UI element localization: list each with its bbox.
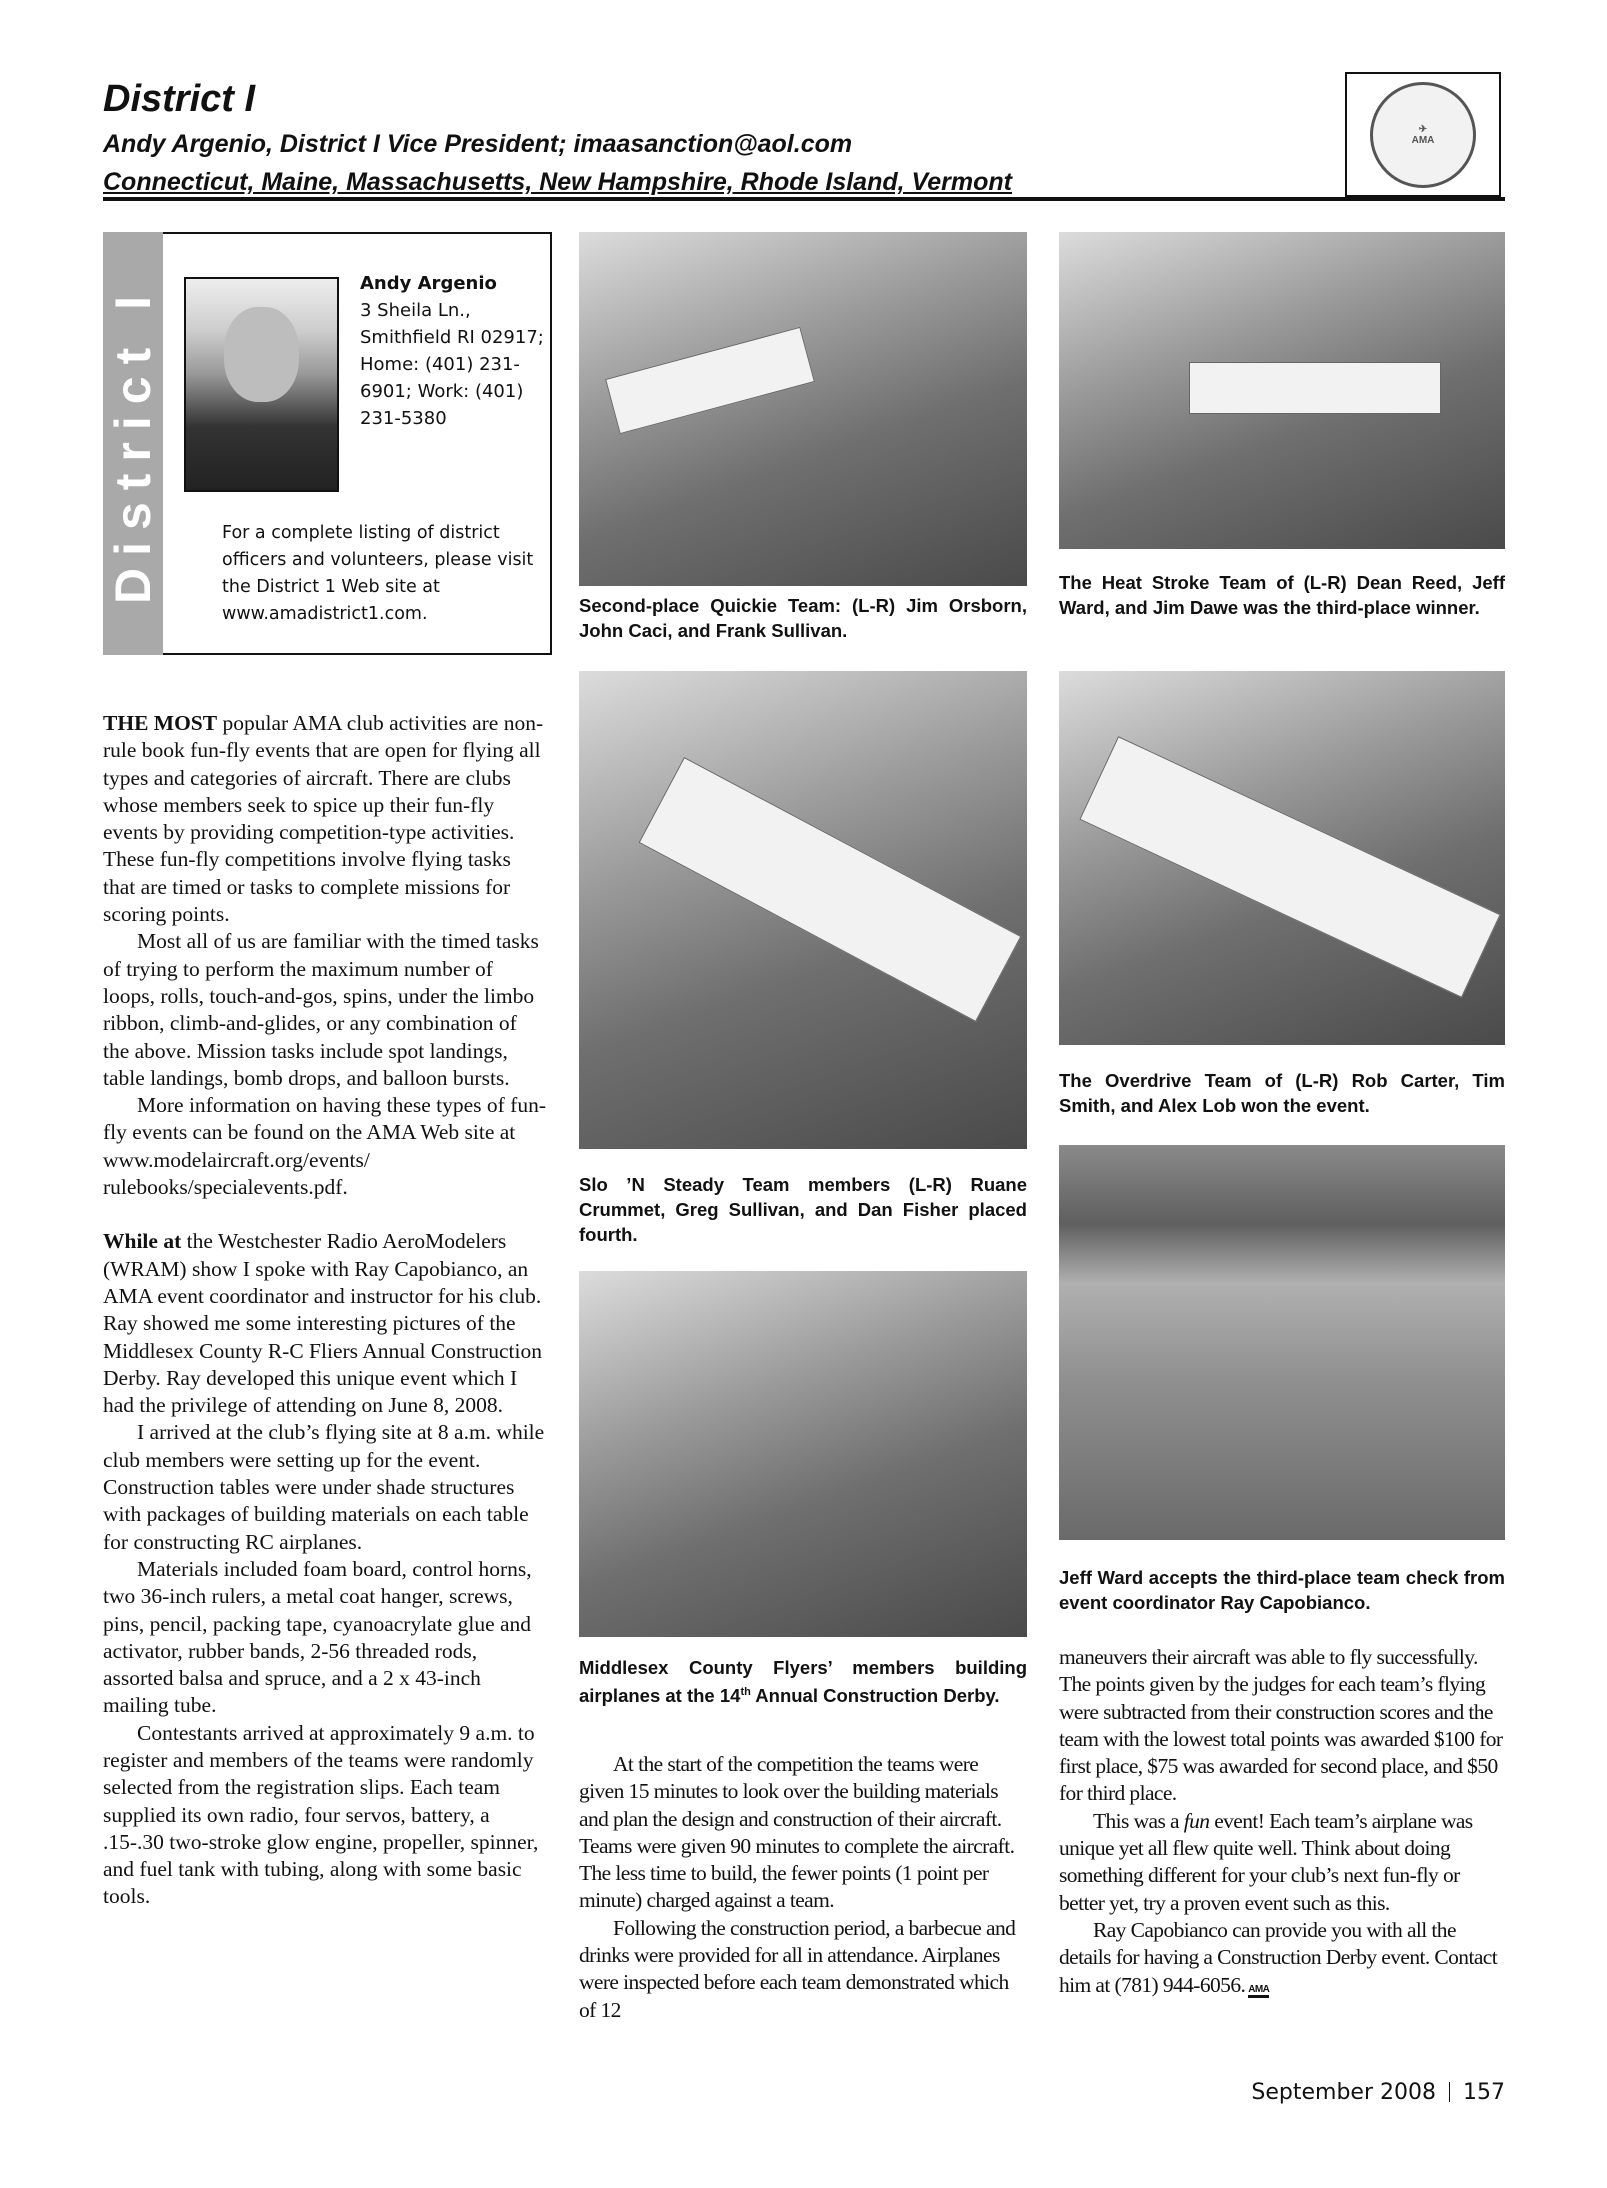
ama-district-logo <box>1345 72 1501 197</box>
photo-quickie-team <box>579 232 1027 586</box>
photo-slo-n-steady-team <box>579 671 1027 1149</box>
paragraph: maneuvers their aircraft was able to fly successfully. The points given by the judges for each team’s flying were subtracted from their construction scores and the team with the lowest total points was awarded $100 for first place, $75 was awarded for second place, and $50 for third place. <box>1059 1645 1503 1806</box>
article-column-3 <box>1059 1644 1507 2003</box>
lead-in: While at <box>103 1229 182 1254</box>
caption-overdrive-team: The Overdrive Team of (L-R) Rob Carter, Tim Smith, and Alex Lob won the event. <box>1059 1070 1505 1116</box>
lead-in: THE MOST <box>103 711 218 735</box>
ama-seal-icon: ✈ AMA <box>1370 82 1476 188</box>
caption-text: Middlesex County Flyers’ members building airplanes at the 14 <box>579 1657 1027 1707</box>
caption-quickie-team: Second-place Quickie Team: (L-R) Jim Orsborn, John Caci, and Frank Sullivan. <box>579 595 1027 641</box>
photo-construction-tables <box>579 1271 1027 1637</box>
paragraph <box>1059 1917 1507 2003</box>
paragraph <box>103 1228 548 1419</box>
caption-text: Annual Construction Derby. <box>750 1685 1000 1707</box>
photo-heat-stroke-team <box>1059 232 1505 549</box>
contact-line: Smithfield RI 02917; <box>360 327 544 348</box>
paragraph-text: the Westchester Radio AeroModelers (WRAM) show I spoke with Ray Capobianco, an AMA event coordinator and instructor for his club. Ray showed me some interesting pictures of the Middlesex County R-C Fliers Annual Construction Derby. Ray developed this unique event which I had the privilege of attending on June 8, 2008. <box>103 1229 542 1418</box>
paragraph: At the start of the competition the teams were given 15 minutes to look over the building materials and plan the design and construction of their aircraft. Teams were given 90 minutes to complete the aircraft. The less time to build, the fewer points (1 point per minute) charged against a team. <box>579 1752 1015 1913</box>
paragraph: More information on having these types of fun-fly events can be found on the AMA Web site at www.modelaircraft.org/events/ rulebooks/specialevents.pdf. <box>103 1093 547 1200</box>
caption-construction-tables <box>579 1655 1027 1708</box>
contact-line: 3 Sheila Ln., <box>360 300 471 321</box>
photo-check-presentation <box>1059 1145 1505 1540</box>
paragraph: Contestants arrived at approximately 9 a.m. to register and members of the teams were randomly selected from the registration slips. Each team supplied its own radio, four servos, battery, a .15-.30 two-stroke glow engine, propeller, spinner, and fuel tank with tubing, along with some basic tools. <box>103 1720 539 1909</box>
article-column-1 <box>103 710 548 1911</box>
caption-check-presentation: Jeff Ward accepts the third-place team check from event coordinator Ray Capobianco. <box>1059 1567 1505 1613</box>
ama-end-mark-icon: AMA <box>1248 1984 1269 1998</box>
paragraph-text: Ray Capobianco can provide you with all the details for having a Construction Derby event. Contact him at (781) 944-6056. <box>1059 1917 1498 1997</box>
contact-line: Home: (401) 231- <box>360 354 520 375</box>
article-column-2 <box>579 1751 1027 2024</box>
vice-president-line: Andy Argenio, District I Vice President; imaasanction@aol.com <box>103 130 853 158</box>
header-rule <box>103 197 1505 201</box>
page-title: District I <box>103 78 256 120</box>
paragraph: Most all of us are familiar with the timed tasks of trying to perform the maximum number of loops, rolls, touch-and-gos, spins, under the limbo ribbon, climb-and-glides, or any combination of the above. Mission tasks include spot landings, table landings, bomb drops, and balloon bursts. <box>103 929 539 1090</box>
page-footer <box>1251 2080 1505 2105</box>
photo-overdrive-team <box>1059 671 1505 1045</box>
paragraph <box>103 710 548 928</box>
paragraph-text: event! Each team’s airplane was unique yet all flew quite well. Think about doing something different for your club’s next fun-fly or better yet, try a proven event such as this. <box>1059 1808 1473 1915</box>
caption-superscript: th <box>740 1686 751 1698</box>
contact-name: Andy Argenio <box>360 273 497 294</box>
page-number: 157 <box>1463 2080 1505 2105</box>
contact-info <box>360 270 550 432</box>
states-line: Connecticut, Maine, Massachusetts, New Hampshire, Rhode Island, Vermont <box>103 168 1012 196</box>
portrait-photo <box>184 277 339 492</box>
caption-slo-n-steady-team: Slo ’N Steady Team members (L-R) Ruane Crummet, Greg Sullivan, and Dan Fisher placed fourth. <box>579 1174 1027 1245</box>
paragraph: Materials included foam board, control horns, two 36-inch rulers, a metal coat hanger, screws, pins, pencil, packing tape, cyanoacrylate glue and activator, rubber bands, 2-56 threaded rods, assorted balsa and spruce, and a 2 x 43-inch mailing tube. <box>103 1556 532 1718</box>
paragraph: I arrived at the club’s flying site at 8 a.m. while club members were setting up for the event. Construction tables were under shade structures with packages of building materials on each table for constructing RC airplanes. <box>103 1420 545 1554</box>
district-strip <box>103 232 163 655</box>
issue-date: September 2008 <box>1251 2080 1436 2105</box>
contact-line: 6901; Work: (401) <box>360 381 524 402</box>
district-strip-label: District I <box>105 283 161 604</box>
district-listing-note: For a complete listing of district officers and volunteers, please visit the District 1 Web site at www.amadistrict1.com. <box>222 523 534 624</box>
paragraph-text: popular AMA club activities are non-rule book fun-fly events that are open for flying all types and categories of aircraft. There are clubs whose members seek to spice up their fun-fly events by providing competition-type activities. These fun-fly competitions involve flying tasks that are timed or tasks to complete missions for scoring points. <box>103 711 544 927</box>
caption-heat-stroke-team: The Heat Stroke Team of (L-R) Dean Reed, Jeff Ward, and Jim Dawe was the third-place winner. <box>1059 572 1505 618</box>
paragraph <box>1059 1808 1507 1917</box>
paragraph: Following the construction period, a barbecue and drinks were provided for all in attendance. Airplanes were inspected before each team demonstrated which of 12 <box>579 1915 1016 2022</box>
emphasis: fun <box>1183 1808 1210 1833</box>
paragraph-text: This was a <box>1093 1808 1184 1833</box>
contact-line: 231-5380 <box>360 408 447 429</box>
